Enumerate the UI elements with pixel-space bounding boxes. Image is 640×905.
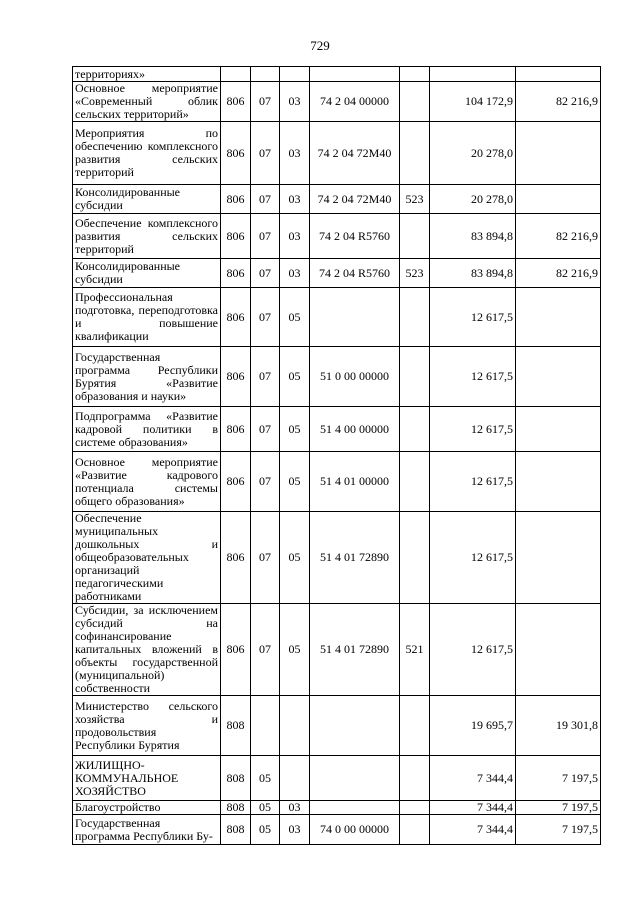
expense-type-cell (400, 122, 430, 185)
target-article-cell (310, 756, 400, 801)
target-article-cell: 74 0 00 00000 (310, 815, 400, 845)
expense-type-cell (400, 347, 430, 407)
expense-type-cell: 523 (400, 185, 430, 214)
section-cell (251, 67, 280, 82)
section-cell: 07 (251, 452, 280, 512)
section-cell: 07 (251, 185, 280, 214)
amount-1-cell: 12 617,5 (430, 512, 516, 604)
expense-type-cell (400, 407, 430, 452)
expense-type-cell (400, 756, 430, 801)
table-row (73, 122, 601, 185)
table-row (73, 452, 601, 512)
grbs-cell: 806 (221, 288, 251, 347)
target-article-cell: 51 4 00 00000 (310, 407, 400, 452)
amount-1-cell: 12 617,5 (430, 452, 516, 512)
section-cell: 07 (251, 604, 280, 696)
expense-type-cell (400, 288, 430, 347)
amount-1-cell: 83 894,8 (430, 259, 516, 288)
amount-1-cell: 12 617,5 (430, 604, 516, 696)
grbs-cell: 806 (221, 82, 251, 122)
table-row (73, 82, 601, 122)
section-cell: 05 (251, 815, 280, 845)
expense-type-cell: 521 (400, 604, 430, 696)
target-article-cell: 74 2 04 72М40 (310, 122, 400, 185)
subsection-cell: 03 (280, 122, 310, 185)
table-row (73, 756, 601, 801)
grbs-cell: 806 (221, 604, 251, 696)
target-article-cell (310, 67, 400, 82)
subsection-cell: 03 (280, 801, 310, 815)
amount-1-cell: 12 617,5 (430, 288, 516, 347)
amount-2-cell: 82 216,9 (516, 259, 601, 288)
grbs-cell: 806 (221, 259, 251, 288)
section-cell: 07 (251, 122, 280, 185)
expense-type-cell (400, 452, 430, 512)
target-article-cell: 74 2 04 00000 (310, 82, 400, 122)
grbs-cell: 808 (221, 756, 251, 801)
row-name-cell: территориях» (73, 67, 221, 82)
row-name-cell: Консолидированные субсидии (73, 259, 221, 288)
amount-1-cell: 20 278,0 (430, 185, 516, 214)
amount-2-cell (516, 185, 601, 214)
amount-1-cell: 7 344,4 (430, 756, 516, 801)
amount-1-cell: 20 278,0 (430, 122, 516, 185)
table-row (73, 288, 601, 347)
target-article-cell (310, 288, 400, 347)
grbs-cell: 806 (221, 185, 251, 214)
row-name-cell: Профессиональная подготовка, переподготовка и повышение квалификации (73, 288, 221, 347)
expense-type-cell (400, 82, 430, 122)
target-article-cell: 74 2 04 R5760 (310, 259, 400, 288)
row-name-cell: Благоустройство (73, 801, 221, 815)
amount-2-cell: 7 197,5 (516, 801, 601, 815)
expense-type-cell (400, 214, 430, 259)
amount-2-cell (516, 512, 601, 604)
target-article-cell (310, 801, 400, 815)
amount-2-cell (516, 604, 601, 696)
table-row (73, 185, 601, 214)
table-row (73, 407, 601, 452)
subsection-cell (280, 696, 310, 756)
subsection-cell: 05 (280, 407, 310, 452)
row-name-cell: Основное мероприятие «Развитие кадрового потенциала системы общего образования» (73, 452, 221, 512)
grbs-cell: 806 (221, 512, 251, 604)
section-cell: 07 (251, 512, 280, 604)
grbs-cell: 808 (221, 696, 251, 756)
target-article-cell: 51 4 01 72890 (310, 604, 400, 696)
expense-type-cell (400, 67, 430, 82)
section-cell: 07 (251, 259, 280, 288)
table-row (73, 512, 601, 604)
amount-1-cell: 7 344,4 (430, 815, 516, 845)
amount-2-cell (516, 288, 601, 347)
table-row (73, 259, 601, 288)
grbs-cell: 806 (221, 347, 251, 407)
subsection-cell: 03 (280, 82, 310, 122)
table-row (73, 67, 601, 82)
section-cell (251, 696, 280, 756)
table-body (73, 67, 601, 845)
grbs-cell: 806 (221, 452, 251, 512)
amount-1-cell: 19 695,7 (430, 696, 516, 756)
amount-1-cell: 12 617,5 (430, 407, 516, 452)
row-name-cell: Основное мероприятие «Современный облик сельских территорий» (73, 82, 221, 122)
amount-2-cell: 82 216,9 (516, 214, 601, 259)
target-article-cell: 51 4 01 00000 (310, 452, 400, 512)
subsection-cell: 03 (280, 214, 310, 259)
target-article-cell (310, 696, 400, 756)
table-row (73, 815, 601, 845)
budget-table (72, 66, 601, 845)
row-name-cell: Государственная программа Республики Бу- (73, 815, 221, 845)
amount-2-cell (516, 122, 601, 185)
amount-1-cell: 83 894,8 (430, 214, 516, 259)
section-cell: 07 (251, 407, 280, 452)
target-article-cell: 51 0 00 00000 (310, 347, 400, 407)
section-cell: 07 (251, 82, 280, 122)
grbs-cell: 806 (221, 407, 251, 452)
section-cell: 05 (251, 801, 280, 815)
subsection-cell: 03 (280, 815, 310, 845)
subsection-cell (280, 67, 310, 82)
table-row (73, 214, 601, 259)
amount-2-cell: 7 197,5 (516, 756, 601, 801)
row-name-cell: Министерство сельского хозяйства и продовольствия Республики Бурятия (73, 696, 221, 756)
amount-1-cell (430, 67, 516, 82)
section-cell: 05 (251, 756, 280, 801)
amount-2-cell: 82 216,9 (516, 82, 601, 122)
subsection-cell: 05 (280, 512, 310, 604)
amount-1-cell: 7 344,4 (430, 801, 516, 815)
target-article-cell: 74 2 04 72М40 (310, 185, 400, 214)
amount-2-cell (516, 347, 601, 407)
section-cell: 07 (251, 288, 280, 347)
subsection-cell: 05 (280, 288, 310, 347)
amount-2-cell: 19 301,8 (516, 696, 601, 756)
table-row (73, 604, 601, 696)
grbs-cell: 806 (221, 214, 251, 259)
expense-type-cell (400, 801, 430, 815)
expense-type-cell: 523 (400, 259, 430, 288)
table-row (73, 347, 601, 407)
grbs-cell: 806 (221, 122, 251, 185)
grbs-cell (221, 67, 251, 82)
grbs-cell: 808 (221, 815, 251, 845)
page-number: 729 (310, 38, 330, 53)
amount-2-cell: 7 197,5 (516, 815, 601, 845)
row-name-cell: Подпрограмма «Развитие кадровой политики в системе образования» (73, 407, 221, 452)
row-name-cell: ЖИЛИЩНО-КОММУНАЛЬНОЕ ХОЗЯЙСТВО (73, 756, 221, 801)
row-name-cell: Субсидии, за исключением субсидий на софинансирование капитальных вложений в объекты государственной (муниципальной) собственности (73, 604, 221, 696)
amount-2-cell (516, 407, 601, 452)
row-name-cell: Обеспечение муниципальных дошкольных и общеобразовательных организаций педагогическими работниками (73, 512, 221, 604)
subsection-cell: 05 (280, 452, 310, 512)
subsection-cell: 05 (280, 604, 310, 696)
target-article-cell: 74 2 04 R5760 (310, 214, 400, 259)
row-name-cell: Обеспечение комплексного развития сельских территорий (73, 214, 221, 259)
amount-1-cell: 12 617,5 (430, 347, 516, 407)
expense-type-cell (400, 696, 430, 756)
table-row (73, 696, 601, 756)
row-name-cell: Государственная программа Республики Бурятия «Развитие образования и науки» (73, 347, 221, 407)
subsection-cell: 03 (280, 259, 310, 288)
amount-2-cell (516, 67, 601, 82)
target-article-cell: 51 4 01 72890 (310, 512, 400, 604)
grbs-cell: 808 (221, 801, 251, 815)
row-name-cell: Консолидированные субсидии (73, 185, 221, 214)
section-cell: 07 (251, 347, 280, 407)
amount-2-cell (516, 452, 601, 512)
row-name-cell: Мероприятия по обеспечению комплексного развития сельских территорий (73, 122, 221, 185)
amount-1-cell: 104 172,9 (430, 82, 516, 122)
subsection-cell: 05 (280, 347, 310, 407)
expense-type-cell (400, 815, 430, 845)
section-cell: 07 (251, 214, 280, 259)
expense-type-cell (400, 512, 430, 604)
subsection-cell (280, 756, 310, 801)
subsection-cell: 03 (280, 185, 310, 214)
table-row (73, 801, 601, 815)
